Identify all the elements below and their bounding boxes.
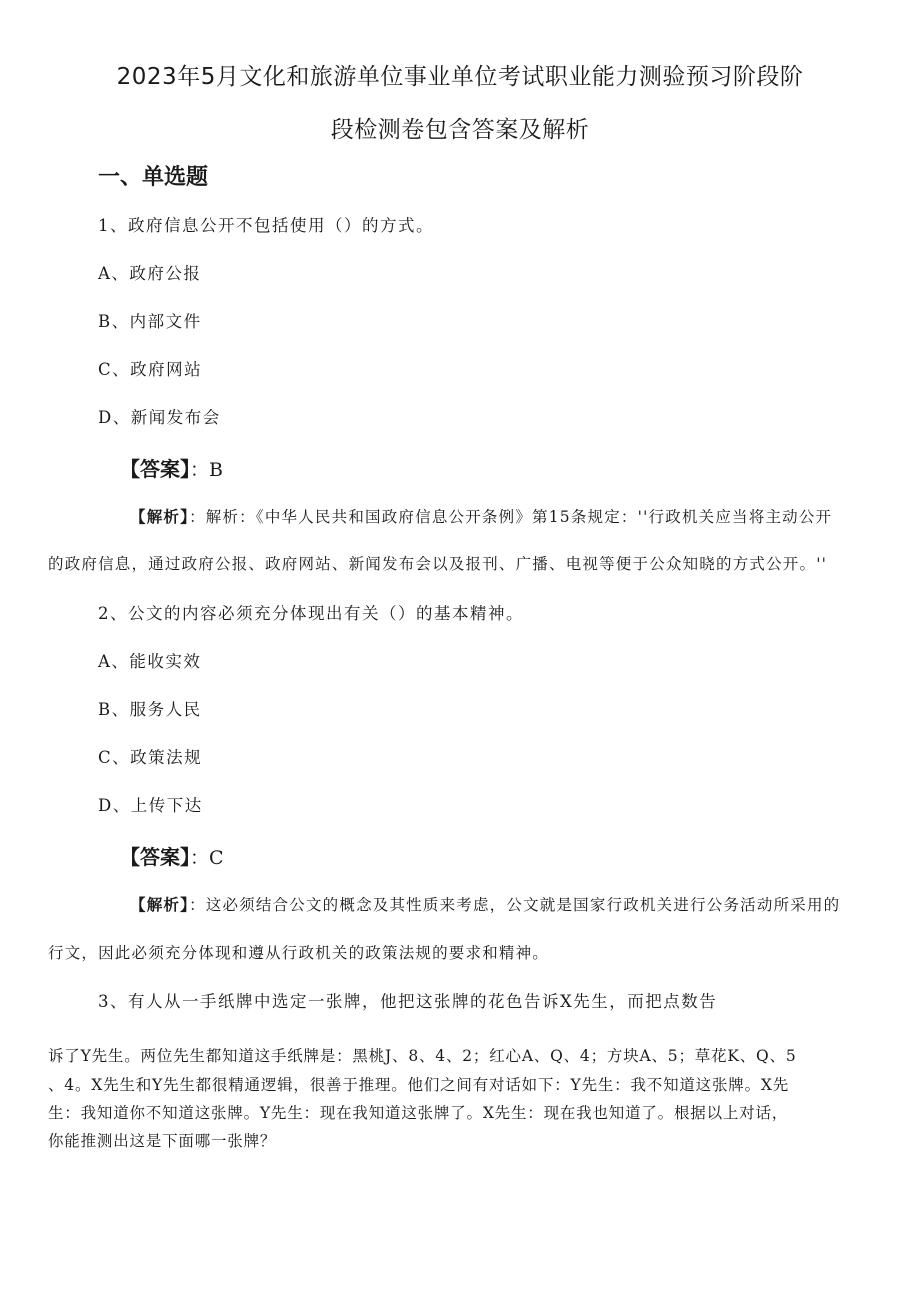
question-1-explanation-line2: 的政府信息，通过政府公报、政府网站、新闻发布会以及报刊、广播、电视等便于公众知晓的方式公开。'' [48,555,828,573]
answer-label: 【答案】 [120,457,190,481]
explanation-tag: 【解析】 [130,508,190,526]
question-2-option-b: B、服务人民 [98,700,202,719]
question-2-answer [120,841,224,870]
question-2-option-d: D、上传下达 [98,796,203,815]
question-2-explanation-line1 [130,893,840,915]
explanation-text: ：这必须结合公文的概念及其性质来考虑，公文就是国家行政机关进行公务活动所采用的 [189,896,841,914]
question-2-explanation-line2: 行文，因此必须充分体现和遵从行政机关的政策法规的要求和精神。 [48,944,550,962]
question-1-option-d: D、新闻发布会 [98,408,221,427]
explanation-tag: 【解析】 [130,896,190,914]
doc-title-line1: 2023年5月文化和旅游单位事业单位考试职业能力测验预习阶段阶 [116,64,804,90]
question-1-answer [120,453,223,482]
answer-value: ：C [190,847,224,869]
question-1-option-b: B、内部文件 [98,312,202,331]
question-3-stem: 3、有人从一手纸牌中选定一张牌，他把这张牌的花色告诉X先生，而把点数告 [98,992,718,1011]
question-1-stem: 1、政府信息公开不包括使用（）的方式。 [98,216,434,235]
question-3-line4: 生：我知道你不知道这张牌。Y先生：现在我知道这张牌了。X先生：现在我也知道了。根据以上对话， [48,1104,789,1122]
question-1-explanation-line1 [130,505,832,527]
question-3-line3: 、4。X先生和Y先生都很精通逻辑，很善于推理。他们之间有对话如下：Y先生：我不知道这张牌。X先 [48,1076,789,1094]
question-1-option-a: A、政府公报 [98,264,202,283]
question-2-stem: 2、公文的内容必须充分体现出有关（）的基本精神。 [98,604,524,623]
section-heading: 一、单选题 [98,165,209,190]
question-2-option-c: C、政策法规 [98,748,203,767]
answer-value: ：B [190,459,223,481]
question-3-line5: 你能推测出这是下面哪一张牌？ [48,1132,277,1150]
explanation-text: ：解析：《中华人民共和国政府信息公开条例》第15条规定：''行政机关应当将主动公开 [189,508,833,526]
answer-label: 【答案】 [120,845,190,869]
question-1-option-c: C、政府网站 [98,360,203,379]
question-3-line2: 诉了Y先生。两位先生都知道这手纸牌是：黑桃J、8、4、2；红心A、Q、4；方块A、5；草花K、Q、5 [48,1047,797,1065]
question-2-option-a: A、能收实效 [98,652,202,671]
doc-title-line2: 段检测卷包含答案及解析 [330,117,590,143]
